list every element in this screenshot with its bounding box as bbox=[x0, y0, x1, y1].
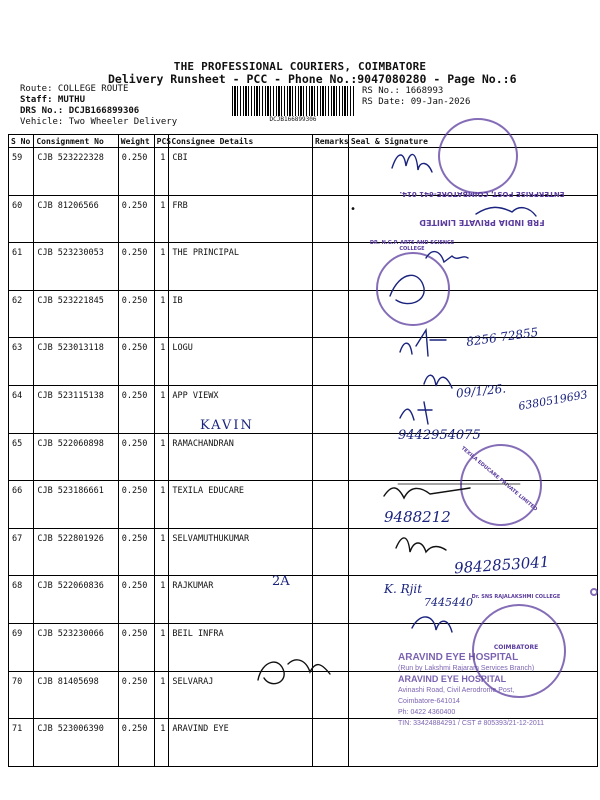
rs-number: RS No.: 1668993 bbox=[362, 86, 444, 96]
cell-consignment: CJB 523013118 bbox=[34, 338, 118, 386]
cell-sno: 71 bbox=[9, 719, 34, 767]
cell-weight: 0.250 bbox=[118, 195, 154, 243]
cell-weight: 0.250 bbox=[118, 576, 154, 624]
cell-pcs: 1 bbox=[154, 385, 169, 433]
rs-date: RS Date: 09-Jan-2026 bbox=[362, 97, 471, 107]
cell-details: CBI bbox=[169, 148, 313, 196]
cell-details: APP VIEWX bbox=[169, 385, 313, 433]
texila-stamp-text: TEXILA EDUCARE PRIVATE LIMITED bbox=[459, 445, 539, 513]
signature-row61 bbox=[426, 252, 468, 262]
aravind-stamp-line: Ph: 0422 4360400 bbox=[398, 709, 456, 716]
signature-row67 bbox=[384, 488, 470, 498]
signature-row59 bbox=[392, 154, 432, 172]
handwritten-signature-row69: K. Rjit bbox=[384, 582, 423, 596]
aravind-stamp-line: ARAVIND EYE HOSPITAL bbox=[398, 674, 507, 684]
handwritten-phone-row67: 9488212 bbox=[384, 508, 451, 526]
cell-sno: 62 bbox=[9, 290, 34, 338]
signature-row65 bbox=[400, 402, 432, 424]
cell-pcs: 1 bbox=[154, 148, 169, 196]
cell-sno: 64 bbox=[9, 385, 34, 433]
cell-details: TEXILA EDUCARE bbox=[169, 481, 313, 529]
cell-details: ARAVIND EYE bbox=[169, 719, 313, 767]
aravind-stamp-line: TIN: 33424884291 / CST # 805393/21-12-2011 bbox=[398, 720, 545, 727]
cell-sno: 66 bbox=[9, 481, 34, 529]
cell-sno: 65 bbox=[9, 433, 34, 481]
cell-consignment: CJB 523186661 bbox=[34, 481, 118, 529]
cell-pcs: 1 bbox=[154, 576, 169, 624]
handwritten-note-row69: 2A bbox=[272, 574, 290, 589]
col-header-pcs: PCS bbox=[154, 135, 169, 148]
cell-sno: 68 bbox=[9, 576, 34, 624]
cell-pcs: 1 bbox=[154, 671, 169, 719]
aravind-stamp-line: Coimbatore-641014 bbox=[398, 698, 460, 705]
cell-sno: 63 bbox=[9, 338, 34, 386]
handwritten-date-row64: 09/1/26. bbox=[455, 381, 507, 401]
cell-consignment: CJB 523230053 bbox=[34, 243, 118, 291]
cell-details: FRB bbox=[169, 195, 313, 243]
barcode-text: DCJB166899306 bbox=[269, 116, 317, 123]
route-label: Route: COLLEGE ROUTE bbox=[20, 84, 129, 94]
col-header-remarks: Remarks bbox=[312, 135, 348, 148]
frb-stamp-address: ENTERPRISE POST, COIMBATORE-641 014. bbox=[399, 190, 565, 198]
cell-sno: 59 bbox=[9, 148, 34, 196]
cell-details: RAJKUMAR bbox=[169, 576, 313, 624]
signature-row60 bbox=[476, 207, 536, 216]
cell-consignment: CJB 81405698 bbox=[34, 671, 118, 719]
handwritten-phone-row63: 8256 72855 bbox=[465, 325, 540, 349]
cell-pcs: 1 bbox=[154, 338, 169, 386]
page-title: THE PROFESSIONAL COURIERS, COIMBATORE bbox=[173, 60, 427, 73]
cell-details: BEIL INFRA bbox=[169, 623, 313, 671]
cell-sno: 60 bbox=[9, 195, 34, 243]
signature-row70 bbox=[412, 617, 452, 632]
signature-row62 bbox=[390, 275, 424, 303]
coimbatore-stamp-text: COIMBATORE bbox=[493, 644, 539, 651]
col-header-consignment: Consignment No bbox=[34, 135, 118, 148]
college-stamp-text: DR. N.G.P. ARTS AND SCIENCE COLLEGE bbox=[369, 240, 455, 252]
col-header-details: Consignee Details bbox=[169, 135, 313, 148]
cell-weight: 0.250 bbox=[118, 719, 154, 767]
frb-stamp-text: FRB INDIA PRIVATE LIMITED bbox=[419, 218, 545, 227]
cell-sno: 69 bbox=[9, 623, 34, 671]
col-header-sno: S No bbox=[9, 135, 34, 148]
cell-consignment: CJB 523221845 bbox=[34, 290, 118, 338]
signature-row63 bbox=[400, 330, 446, 356]
drs-number: DRS No.: DCJB166899306 bbox=[20, 106, 140, 116]
signature-row68 bbox=[396, 538, 446, 552]
signature-row64 bbox=[424, 375, 452, 388]
cell-pcs: 1 bbox=[154, 290, 169, 338]
cell-consignment: CJB 523222328 bbox=[34, 148, 118, 196]
remarks-mark-row60: • bbox=[350, 204, 357, 215]
cell-pcs: 1 bbox=[154, 623, 169, 671]
col-header-weight: Weight bbox=[118, 135, 154, 148]
handwritten-name-row65: KAVIN bbox=[200, 418, 254, 433]
handwritten-phone-row68: 9842853041 bbox=[453, 552, 550, 578]
cell-consignment: CJB 522801926 bbox=[34, 528, 118, 576]
dr-college-stamp-text: Dr. SNS RAJALAKSHMI COLLEGE bbox=[471, 594, 561, 600]
cell-consignment: CJB 523230066 bbox=[34, 623, 118, 671]
cell-weight: 0.250 bbox=[118, 528, 154, 576]
col-header-signature: Seal & Signature bbox=[348, 135, 597, 148]
cell-pcs: 1 bbox=[154, 481, 169, 529]
cell-weight: 0.250 bbox=[118, 290, 154, 338]
cell-consignment: CJB 523006390 bbox=[34, 719, 118, 767]
cell-weight: 0.250 bbox=[118, 433, 154, 481]
cell-pcs: 1 bbox=[154, 528, 169, 576]
vehicle-label: Vehicle: Two Wheeler Delivery bbox=[20, 117, 178, 127]
cell-weight: 0.250 bbox=[118, 623, 154, 671]
handwritten-phone-row64: 6380519693 bbox=[517, 388, 589, 413]
cell-pcs: 1 bbox=[154, 243, 169, 291]
cell-weight: 0.250 bbox=[118, 385, 154, 433]
cell-consignment: CJB 522060898 bbox=[34, 433, 118, 481]
page-subtitle: Delivery Runsheet - PCC - Phone No.:9047080280 - Page No.:6 bbox=[108, 72, 517, 86]
cell-details: RAMACHANDRAN bbox=[169, 433, 313, 481]
cell-weight: 0.250 bbox=[118, 243, 154, 291]
handwritten-phone-row65: 9442954075 bbox=[398, 428, 481, 443]
cell-details: SELVAMUTHUKUMAR bbox=[169, 528, 313, 576]
cell-weight: 0.250 bbox=[118, 148, 154, 196]
cell-consignment: CJB 522060836 bbox=[34, 576, 118, 624]
cell-details: LOGU bbox=[169, 338, 313, 386]
aravind-stamp-line: (Run by Lakshmi Rajaram Services Branch) bbox=[398, 665, 535, 672]
handwritten-number-row69: 7445440 bbox=[424, 596, 473, 609]
aravind-stamp-line: ARAVIND EYE HOSPITAL bbox=[398, 652, 519, 663]
cell-sno: 70 bbox=[9, 671, 34, 719]
aravind-stamp-line: Avinashi Road, Civil Aerodrome Post, bbox=[398, 687, 515, 694]
cell-details: THE PRINCIPAL bbox=[169, 243, 313, 291]
cell-weight: 0.250 bbox=[118, 338, 154, 386]
cell-consignment: CJB 523115138 bbox=[34, 385, 118, 433]
cell-sno: 61 bbox=[9, 243, 34, 291]
signature-row71 bbox=[258, 660, 330, 684]
staff-label: Staff: MUTHU bbox=[20, 95, 86, 105]
cell-details: IB bbox=[169, 290, 313, 338]
cell-pcs: 1 bbox=[154, 195, 169, 243]
cell-weight: 0.250 bbox=[118, 671, 154, 719]
cell-details: SELVARAJ bbox=[169, 671, 313, 719]
cell-weight: 0.250 bbox=[118, 481, 154, 529]
cell-pcs: 1 bbox=[154, 433, 169, 481]
cell-consignment: CJB 81206566 bbox=[34, 195, 118, 243]
cell-sno: 67 bbox=[9, 528, 34, 576]
cell-pcs: 1 bbox=[154, 719, 169, 767]
